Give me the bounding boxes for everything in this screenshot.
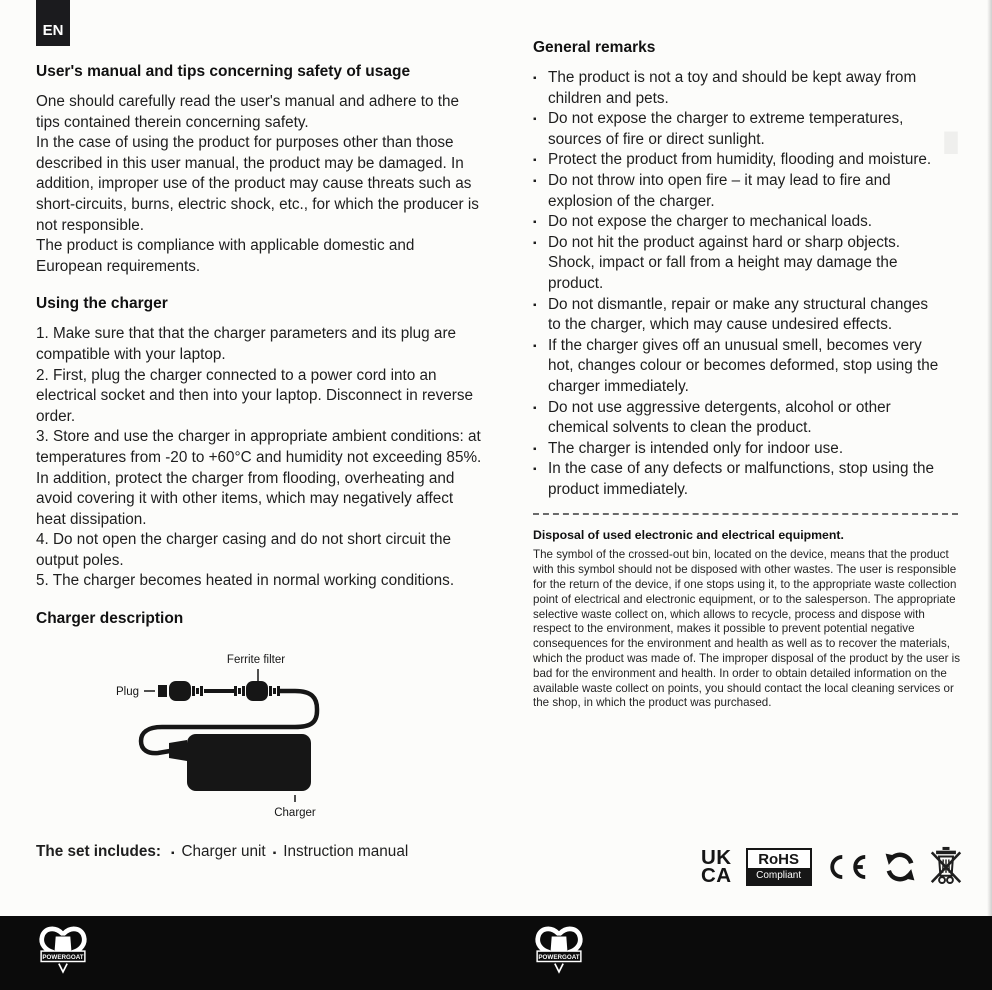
usage-steps	[36, 324, 494, 592]
set-item: Charger unit	[181, 843, 266, 861]
step-item: 5. The charger becomes heated in normal working conditions.	[36, 572, 455, 590]
intro-paragraph: The product is compliance with applicable domestic and European requirements.	[36, 237, 415, 275]
heading-disposal: Disposal of used electronic and electrical equipment.	[533, 528, 844, 543]
dc-connector	[169, 740, 187, 761]
remark-item: ▪ In the case of any defects or malfunctions, stop using the product immediately.	[533, 459, 943, 500]
ferrite-filter-label: Ferrite filter	[226, 654, 286, 667]
bullet-icon	[171, 843, 175, 861]
crossed-out-bin-icon	[930, 846, 962, 888]
remark-item: ▪ Do not throw into open fire – it may lead to fire and explosion of the charger.	[533, 171, 943, 212]
footer-bar	[0, 916, 992, 990]
remark-item: ▪ Do not use aggressive detergents, alcohol or other chemical solvents to clean the product.	[533, 398, 943, 439]
charger-diagram-drawing	[88, 639, 388, 829]
right-column	[533, 38, 961, 711]
step-item: 1. Make sure that that the charger parameters and its plug are compatible with your laptop.	[36, 325, 457, 363]
powergoat-logo	[38, 924, 88, 979]
set-includes-label: The set includes:	[36, 843, 161, 861]
rohs-bottom-text: Compliant	[748, 868, 810, 884]
remark-item: ▪ If the charger gives off an unusual smell, becomes very hot, changes colour or becomes deformed, stop using the charger immediately.	[533, 336, 943, 398]
disposal-paragraph: The symbol of the crossed-out bin, located on the device, means that the product with this symbol should not be disposed with other wastes. The user is responsible for the return of the device, if one stops using it, to the appropriate waste collection point of electrical and electronic equipment, or to the salesperson. The appropriate selective waste collect on, which allows to recycle, process and dispose with respect to the environment, makes it possible to prevent potential negative consequences for the environment and health as well as to recover the materials, which the product was made of. The improper disposal of the product by the user is bad for the environment and health. In order to obtain detailed information on the available waste collect on points, you should contact the local cleaning services or the shop, in which the product was purchased.	[533, 548, 961, 710]
rohs-mark	[746, 848, 812, 886]
ukca-mark	[701, 846, 732, 887]
left-column	[36, 62, 494, 861]
remark-item: ▪ Do not dismantle, repair or make any structural changes to the charger, which may cause undesired effects.	[533, 295, 943, 336]
remark-item: ▪ Protect the product from humidity, flooding and moisture.	[533, 150, 943, 171]
set-includes-line	[36, 843, 494, 861]
charger-diagram	[88, 639, 494, 829]
dashed-divider	[533, 513, 958, 515]
ce-mark-icon	[826, 852, 870, 882]
remarks-list	[533, 68, 943, 500]
intro-paragraph: In the case of using the product for purposes other than those described in this user manual, the product may be damaged. In addition, improper use of the product may cause threats such as short-circuits, burns, electric shock, etc., for which the producer is not responsible.	[36, 134, 479, 234]
step-item: 4. Do not open the charger casing and do not short circuit the output poles.	[36, 531, 451, 569]
remark-item: ▪ The product is not a toy and should be kept away from children and pets.	[533, 68, 943, 109]
ukca-top-text: UK	[701, 846, 732, 869]
recycle-icon	[884, 851, 916, 883]
heading-general-remarks: General remarks	[533, 39, 656, 56]
charger-label: Charger	[274, 807, 316, 820]
charger-brick	[187, 734, 311, 791]
remark-item: ▪ Do not hit the product against hard or sharp objects. Shock, impact or fall from a height may damage the product.	[533, 233, 943, 295]
ukca-bottom-text: CA	[701, 864, 732, 887]
brand-text: POWERGOAT	[538, 954, 580, 961]
ferrite-filter-shape	[234, 681, 280, 701]
scan-edge-shadow	[987, 0, 992, 916]
remark-item: ▪ The charger is intended only for indoor use.	[533, 439, 943, 460]
step-item: 2. First, plug the charger connected to a power cord into an electrical socket and then into your laptop. Disconnect in reverse order.	[36, 366, 474, 425]
step-item: 3. Store and use the charger in appropriate ambient conditions: at temperatures from -20 to +60°C and humidity not exceeding 85%. In addition, protect the charger from flooding, overheating and avoid covering it with other items, which may negatively affect heat dissipation.	[36, 428, 482, 528]
brand-text: POWERGOAT	[42, 954, 84, 961]
certification-marks	[701, 846, 962, 888]
heading-using-charger: Using the charger	[36, 295, 168, 313]
heading-charger-description: Charger description	[36, 610, 184, 628]
rohs-top-text: RoHS	[758, 851, 800, 868]
heading-users-manual: User's manual and tips concerning safety of usage	[36, 63, 411, 80]
faint-bin-watermark-icon	[941, 130, 961, 162]
powergoat-logo	[534, 924, 584, 979]
bullet-icon	[273, 843, 277, 861]
remark-item: ▪ Do not expose the charger to mechanical loads.	[533, 212, 943, 233]
set-item: Instruction manual	[283, 843, 409, 861]
plug-shape	[158, 681, 203, 701]
intro-paragraph: One should carefully read the user's manual and adhere to the tips contained therein concerning safety.	[36, 93, 460, 131]
language-badge: EN	[36, 0, 70, 46]
remark-item: ▪ Do not expose the charger to extreme temperatures, sources of fire or direct sunlight.	[533, 109, 943, 150]
plug-label: Plug	[116, 686, 140, 699]
